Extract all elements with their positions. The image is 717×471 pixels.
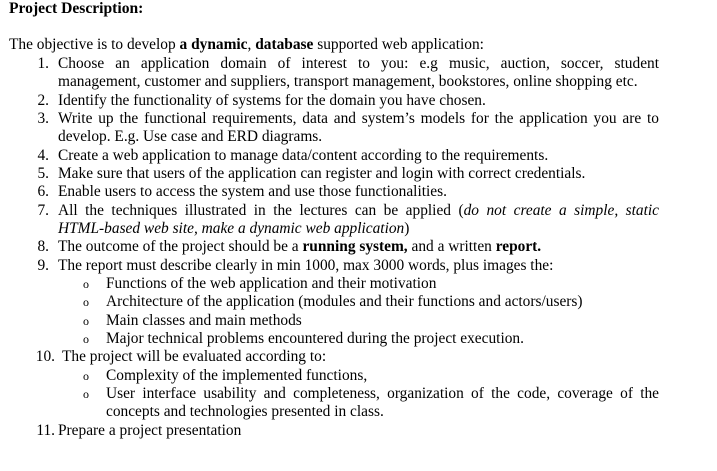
bullet-icon: o (83, 332, 89, 346)
bold-running-system: running system, (302, 238, 408, 255)
item-text: The project will be evaluated according to: (62, 348, 327, 365)
item-number: 10. (35, 348, 55, 365)
item-number: 4. (37, 147, 49, 164)
intro-bold-database: database (255, 36, 314, 53)
item-text: Make sure that users of the application can register and login with correct credentials. (58, 165, 586, 182)
item-number: 9. (37, 257, 49, 274)
item-text: Prepare a project presentation (58, 422, 242, 439)
item-text: Choose an application domain of interest to you: e.g music, auction, soccer, student management, customer and suppliers, transport management, bookstores, online shopping etc. (58, 55, 659, 91)
item-text: Create a web application to manage data/content according to the requirements. (58, 147, 549, 164)
section-heading: Project Description: (9, 0, 144, 17)
item-text: Identify the functionality of systems for the domain you have chosen. (58, 92, 486, 109)
item-number: 2. (37, 92, 49, 109)
intro-separator: , (247, 36, 256, 53)
item-number: 11. (36, 422, 55, 439)
intro-text-end: supported web application: (313, 36, 484, 53)
bold-report: report. (495, 238, 542, 255)
intro-text-start: The objective is to develop (9, 36, 180, 53)
item-number: 8. (37, 238, 49, 255)
document-page: Project Description: The objective is to develop a dynamic, database supported web application: 1. Choose an application domain of interest to you: e.g music, auction, soccer, student management, customer and suppliers, transport management, bookstores, online shopping etc. 2. Identify the functionality of systems for the domain you have chosen. 3. Write up the functional requirements, data and system’s models for the application you are to develop. E.g. Use case and ERD diagrams. 4. Create a web application to manage data/content according to the requirements. 5. Make sure that users of the application can register and login with correct credentials. 6. Enable users to access the system and use those functionalities. 7. All the techniques illustrated in the lectures can be applied (do not create a simple, static HTML-based web site, make a dynamic web application) 8. The outcome of the project should be a running system, and a written report. 9. The report must describe clearly in min 1000, max 3000 words, plus images the: o Functions of the web application and their motivation o Architecture of the application (modules and their functions and actors/users) o Main classes and main methods o Major technical problems encountered during the project execution. 10. The project will be evaluated according to: o Complexity of the implemented functions, o User interface usability and completeness, organization of the code, coverage of the concepts and technologies presented in class. 11. Prepare a project presentation (9, 0, 660, 439)
item-number: 3. (37, 110, 49, 127)
item-number: 5. (37, 165, 49, 182)
item-number: 6. (37, 183, 49, 200)
item-text: All the techniques illustrated in the lectures can be applied (do not create a simple, static HTML-based web site, make a dynamic web application) (58, 202, 660, 238)
bullet-icon: o (83, 295, 89, 309)
item-text: Write up the functional requirements, data and system’s models for the application you are to develop. E.g. Use case and ERD diagrams. (58, 110, 659, 146)
item-number: 1. (37, 55, 49, 72)
intro-paragraph (9, 36, 484, 54)
item-text: Enable users to access the system and use those functionalities. (58, 183, 447, 200)
item-text: The outcome of the project should be a running system, and a written report. (58, 238, 542, 255)
item-number: 7. (37, 202, 49, 219)
intro-bold-dynamic: a dynamic (179, 36, 248, 53)
bullet-icon: o (83, 387, 89, 401)
item-text: The report must describe clearly in min 1000, max 3000 words, plus images the: (58, 257, 554, 274)
bullet-icon: o (83, 369, 89, 383)
bullet-icon: o (83, 277, 89, 291)
bullet-icon: o (83, 314, 89, 328)
